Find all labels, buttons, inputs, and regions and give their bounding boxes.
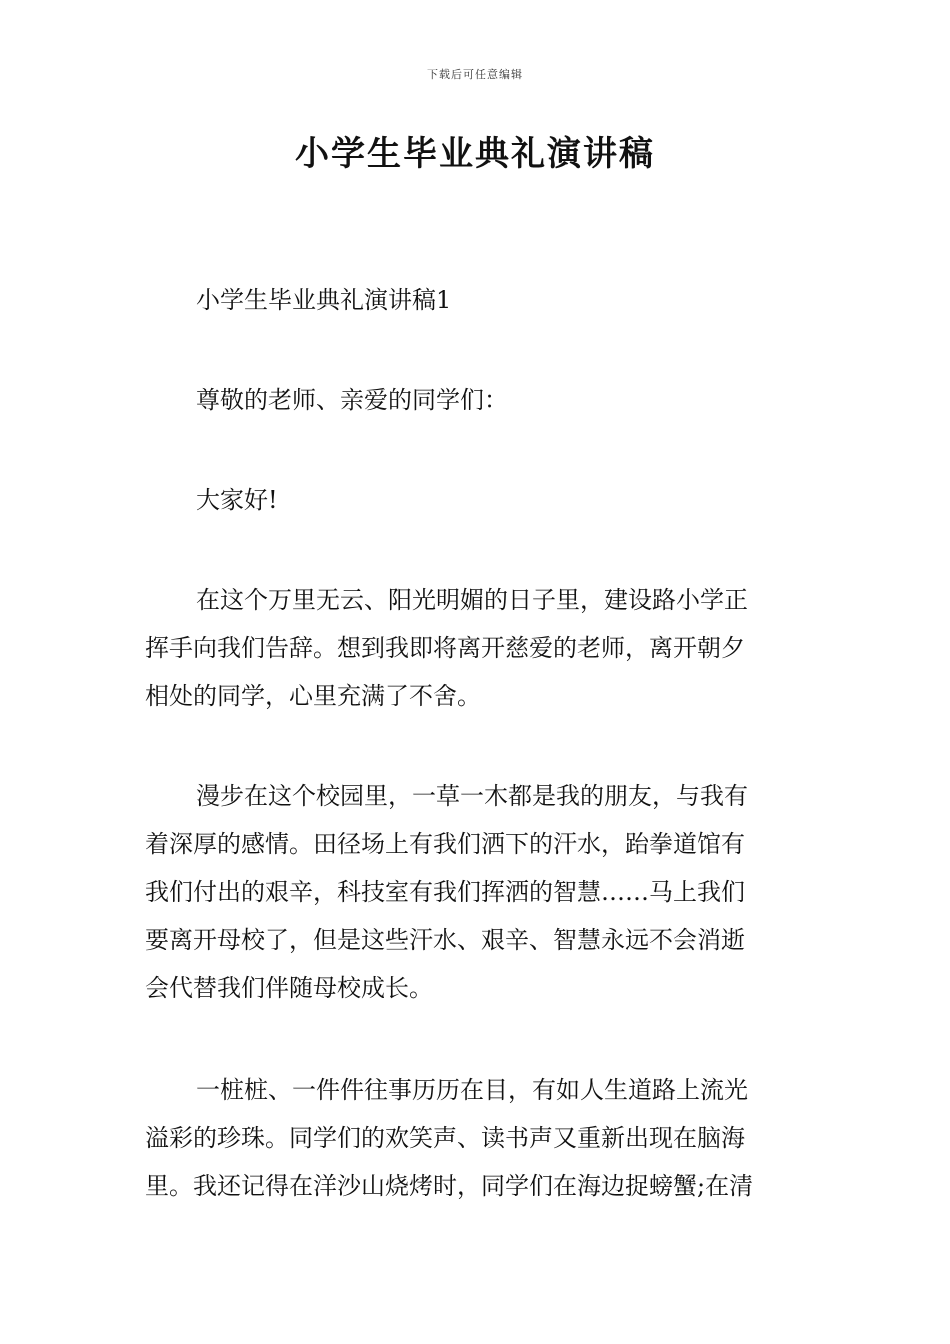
page-title: 小学生毕业典礼演讲稿 [295,134,655,174]
paragraph-line: 会代替我们伴随母校成长。 [145,974,433,1002]
section-subtitle: 小学生毕业典礼演讲稿1 [196,286,452,314]
paragraph-line: 在这个万里无云、阳光明媚的日子里，建设路小学正 [196,586,748,614]
paragraph-line: 我们付出的艰辛，科技室有我们挥洒的智慧……马上我们 [145,878,745,906]
paragraph-line: 着深厚的感情。田径场上有我们洒下的汗水，跆拳道馆有 [145,830,745,858]
paragraph-line: 挥手向我们告辞。想到我即将离开慈爱的老师，离开朝夕 [145,634,745,662]
header-note: 下载后可任意编辑 [427,68,523,81]
paragraph-line: 漫步在这个校园里，一草一木都是我的朋友，与我有 [196,782,748,810]
paragraph-line: 要离开母校了，但是这些汗水、艰辛、智慧永远不会消逝 [145,926,745,954]
paragraph-line: 相处的同学，心里充满了不舍。 [145,682,481,710]
paragraph-line: 里。我还记得在洋沙山烧烤时，同学们在海边捉螃蟹;在清 [145,1172,754,1200]
paragraph-line: 一桩桩、一件件往事历历在目，有如人生道路上流光 [196,1076,748,1104]
salutation: 尊敬的老师、亲爱的同学们： [196,386,508,414]
greeting: 大家好! [196,486,278,514]
paragraph-line: 溢彩的珍珠。同学们的欢笑声、读书声又重新出现在脑海 [145,1124,745,1152]
